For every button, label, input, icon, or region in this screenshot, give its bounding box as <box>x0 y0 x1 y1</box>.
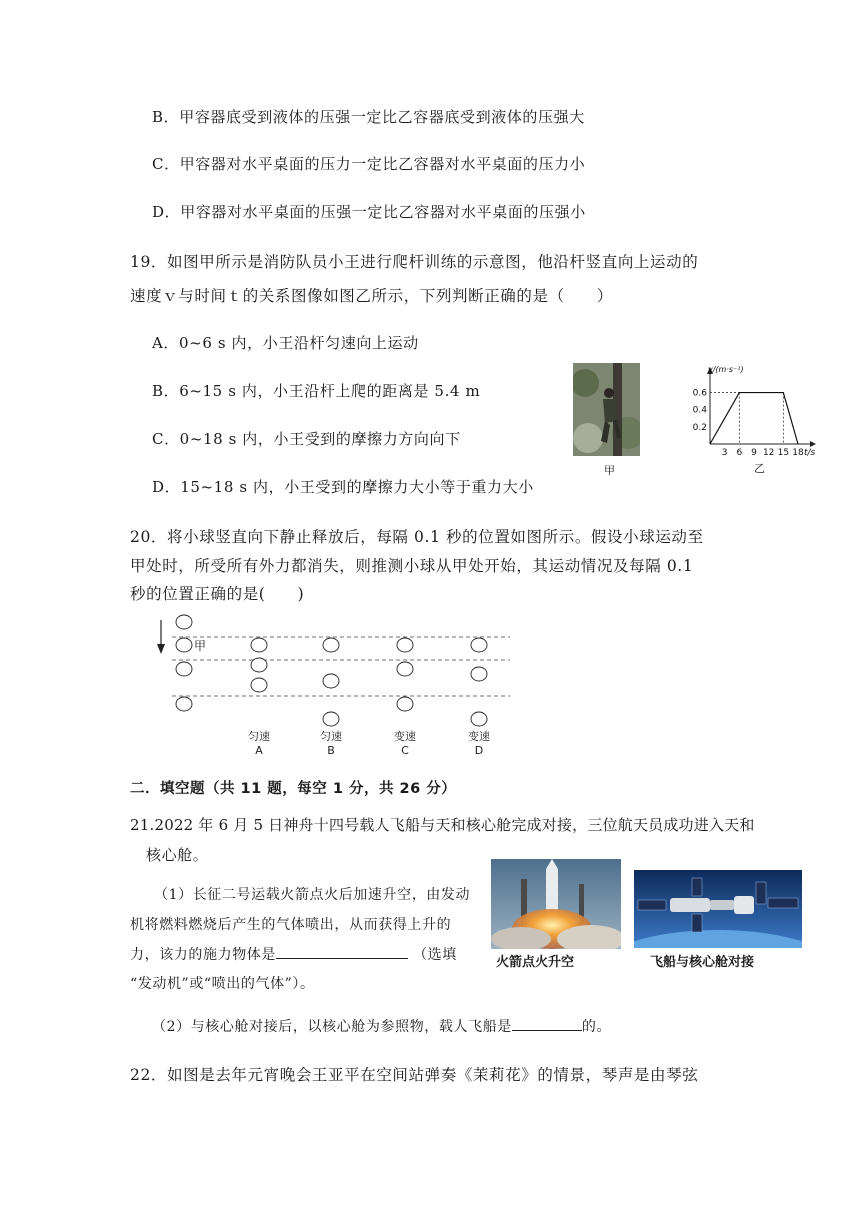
q19-option-b: B．6~15 s 内，小王沿杆上爬的距离是 5.4 m <box>152 382 481 400</box>
q21-part2-text: （2）与核心舱对接后，以核心舱为参照物，载人飞船是 <box>152 1019 512 1035</box>
climbing-photo <box>573 363 640 456</box>
q22-stem-line1: 22．如图是去年元宵晚会王亚平在空间站弹奏《茉莉花》的情景，琴声是由琴弦 <box>130 1066 699 1084</box>
option-b-motion: 匀速 <box>320 730 342 743</box>
q21-part1-line4: “发动机”或“喷出的气体”）。 <box>130 976 315 992</box>
x-axis-arrow-icon <box>810 441 816 447</box>
y-tick-label-0.6: 0.6 <box>692 388 707 399</box>
q21-part1-line3-hint: （选填 <box>413 947 457 963</box>
option-b-letter: B <box>327 744 335 757</box>
rocket-launch-photo <box>491 859 621 949</box>
ball <box>323 712 339 726</box>
rocket-illustration <box>491 859 621 949</box>
q18-option-c: C．甲容器对水平桌面的压力一定比乙容器对水平桌面的压力小 <box>152 155 586 173</box>
option-c-letter: C <box>401 744 409 757</box>
y-axis-label: v/(m·s⁻¹) <box>708 365 744 374</box>
x-tick-label-9: 9 <box>751 448 757 458</box>
velocity-time-graph <box>686 362 820 458</box>
q21-stem-line1: 21.2022 年 6 月 5 日神舟十四号载人飞船与天和核心舱完成对接，三位航天员成功进入天和 <box>130 816 755 834</box>
q20-stem-line1: 20．将小球竖直向下静止释放后，每隔 0.1 秒的位置如图所示。假设小球运动至 <box>130 528 704 546</box>
q19-option-a: A．0~6 s 内，小王沿杆匀速向上运动 <box>152 334 419 352</box>
q19-stem-line2: 速度ｖ与时间ｔ的关系图像如图乙所示，下列判断正确的是（ ） <box>130 287 614 305</box>
option-d-motion: 变速 <box>468 730 490 743</box>
reference-balls <box>176 615 192 711</box>
ball <box>251 678 267 692</box>
option-c-balls <box>397 638 413 711</box>
jia-label: 甲 <box>194 639 207 653</box>
x-tick-label-18: 18 <box>792 448 804 458</box>
docking-photo <box>634 870 802 948</box>
y-tick-label-0.2: 0.2 <box>692 422 707 433</box>
velocity-line <box>710 393 798 444</box>
section-heading: 二．填空题（共 11 题，每空 1 分，共 26 分） <box>130 781 457 797</box>
ball <box>471 667 487 681</box>
x-axis-label: t/s <box>804 448 816 458</box>
answer-blank-1[interactable] <box>276 944 408 959</box>
photo-caption: 甲 <box>604 464 615 477</box>
y-tick-label-0.4: 0.4 <box>692 405 707 416</box>
down-arrowhead-icon <box>157 644 165 654</box>
option-d-letter: D <box>474 744 484 757</box>
x-tick-label-15: 15 <box>777 448 790 458</box>
ball <box>176 697 192 711</box>
ball <box>176 615 192 629</box>
q19-option-c: C．0~18 s 内，小王受到的摩擦力方向向下 <box>152 430 461 448</box>
docking-illustration <box>634 870 802 948</box>
q21-stem-line2: 核心舱。 <box>146 846 209 864</box>
x-tick-label-12: 12 <box>762 448 775 458</box>
rocket-photo-caption: 火箭点火升空 <box>496 955 575 970</box>
option-b-balls <box>323 638 339 726</box>
ball <box>251 658 267 672</box>
q20-stem-line3: 秒的位置正确的是( ) <box>130 585 305 603</box>
q19-stem-line1: 19．如图甲所示是消防队员小王进行爬杆训练的示意图，他沿杆竖直向上运动的 <box>130 253 699 271</box>
climber-illustration <box>573 363 640 456</box>
ball <box>176 662 192 676</box>
falling-ball-diagram <box>150 612 520 762</box>
x-tick-label-6: 6 <box>736 448 743 458</box>
ball <box>397 662 413 676</box>
q20-stem-line2: 甲处时，所受所有外力都消失，则推测小球从甲处开始，其运动情况及每隔 0.1 <box>130 557 694 575</box>
ball <box>323 674 339 688</box>
ball <box>471 638 487 652</box>
option-a-motion: 匀速 <box>248 730 270 743</box>
option-c-motion: 变速 <box>394 730 416 743</box>
ball <box>397 697 413 711</box>
q18-option-d: D．甲容器对水平桌面的压强一定比乙容器对水平桌面的压强小 <box>152 203 586 221</box>
ball <box>471 712 487 726</box>
option-d-balls <box>471 638 487 726</box>
q21-part1-line2: 机将燃料燃烧后产生的气体喷出，从而获得上升的 <box>130 917 452 933</box>
ball <box>397 638 413 652</box>
q18-option-b: B．甲容器底受到液体的压强一定比乙容器底受到液体的压强大 <box>152 108 585 126</box>
x-tick-label-3: 3 <box>721 448 728 458</box>
option-a-balls <box>251 638 267 692</box>
q21-part1-line3-text: 力，该力的施力物体是 <box>130 947 276 963</box>
ball <box>176 638 192 652</box>
q21-part2-end: 的。 <box>581 1019 612 1035</box>
docking-photo-caption: 飞船与核心舱对接 <box>650 955 755 970</box>
q21-part2 <box>152 1016 611 1036</box>
q19-option-d: D．15~18 s 内，小王受到的摩擦力大小等于重力大小 <box>152 478 534 496</box>
option-a-letter: A <box>255 744 263 757</box>
ball <box>251 638 267 652</box>
answer-blank-2[interactable] <box>512 1016 582 1031</box>
graph-caption: 乙 <box>754 462 765 475</box>
q21-part1-line1: （1）长征二号运载火箭点火后加速升空，由发动 <box>154 887 471 903</box>
ball <box>323 638 339 652</box>
q21-part1-line3 <box>130 944 457 964</box>
